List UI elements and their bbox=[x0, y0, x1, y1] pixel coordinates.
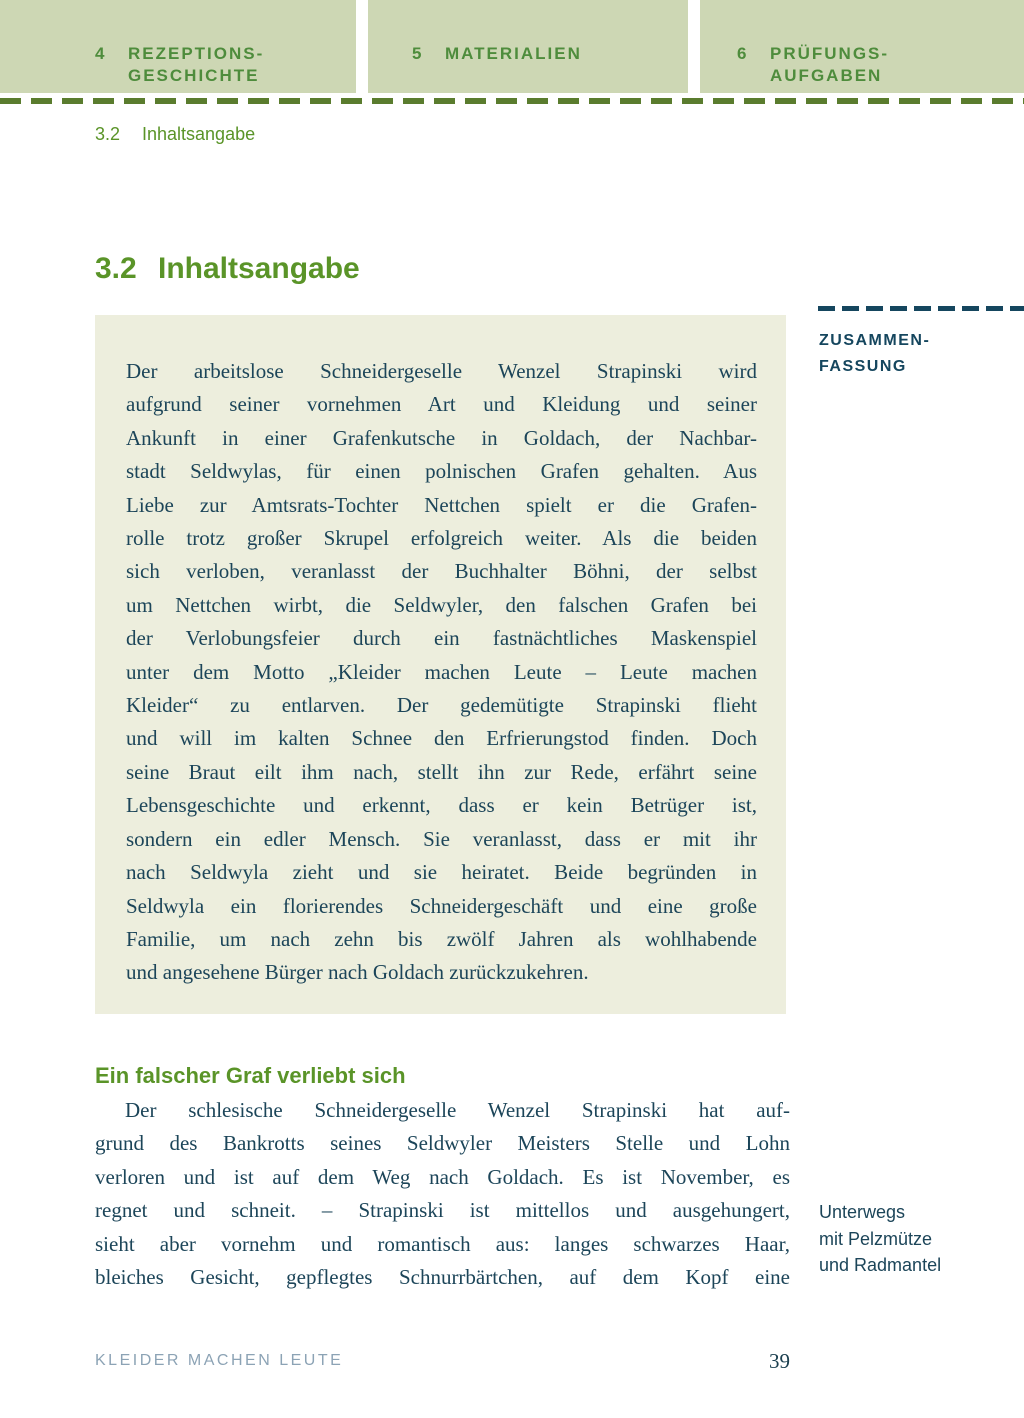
summary-line: und angesehene Bürger nach Goldach zurückzukehren. bbox=[126, 960, 589, 985]
summary-line: rolle trotz großer Skrupel erfolgreich weiter. Als die beiden bbox=[126, 526, 757, 551]
summary-line: Familie, um nach zehn bis zwölf Jahren als wohlhabende bbox=[126, 926, 757, 951]
body-line: verloren und ist auf dem Weg nach Goldach. Es ist November, es bbox=[95, 1164, 790, 1189]
header-tab-pruefungsaufgaben bbox=[700, 0, 1024, 93]
summary-line: sich verloben, veranlasst der Buchhalter Böhni, der selbst bbox=[126, 559, 757, 584]
summary-line: Ankunft in einer Grafenkutsche in Goldach, der Nachbar- bbox=[126, 425, 757, 450]
summary-box bbox=[95, 315, 786, 1014]
margin-note-line: und Radmantel bbox=[819, 1255, 942, 1275]
summary-line: stadt Seldwylas, für einen polnischen Grafen gehalten. Aus bbox=[126, 459, 757, 484]
body-line: Der schlesische Schneidergeselle Wenzel Strapinski hat auf- bbox=[125, 1098, 790, 1122]
summary-line: um Nettchen wirbt, die Seldwyler, den falschen Grafen bei bbox=[126, 592, 757, 617]
margin-note bbox=[819, 1199, 941, 1279]
summary-line: seine Braut eilt ihm nach, stellt ihn zur Rede, erfährt seine bbox=[126, 759, 757, 784]
summary-line: Kleider“ zu entlarven. Der gedemütigte Strapinski flieht bbox=[126, 693, 757, 718]
summary-line: Lebensgeschichte und erkennt, dass er kein Betrüger ist, bbox=[126, 793, 757, 818]
page-title bbox=[95, 250, 360, 288]
summary-line: Der arbeitslose Schneidergeselle Wenzel Strapinski wird bbox=[126, 359, 757, 383]
section-number: 3.2 bbox=[95, 252, 137, 285]
tab-label-line: PRÜFUNGS- bbox=[770, 44, 890, 63]
tab-label-line: GESCHICHTE bbox=[128, 66, 260, 85]
tab-label-line: AUFGABEN bbox=[770, 66, 883, 85]
body-paragraph bbox=[95, 1094, 790, 1294]
summary-line: und will im kalten Schnee den Erfrierungstod finden. Doch bbox=[126, 726, 757, 751]
summary-line: unter dem Motto „Kleider machen Leute – Leute machen bbox=[126, 659, 757, 684]
tab-label bbox=[770, 43, 889, 87]
subsection-heading: Ein falscher Graf verliebt sich bbox=[95, 1063, 406, 1088]
tab-label-line: MATERIALIEN bbox=[445, 44, 582, 63]
margin-label-line: FASSUNG bbox=[819, 358, 907, 375]
breadcrumb-number: 3.2 bbox=[95, 124, 121, 144]
header-tab-materialien bbox=[368, 0, 688, 93]
margin-dashed-rule bbox=[818, 306, 1024, 311]
footer-book-title: KLEIDER MACHEN LEUTE bbox=[95, 1352, 344, 1369]
tab-label bbox=[445, 43, 582, 65]
margin-label-line: ZUSAMMEN- bbox=[819, 332, 931, 349]
summary-line: der Verlobungsfeier durch ein fastnächtliches Maskenspiel bbox=[126, 626, 757, 651]
summary-line: aufgrund seiner vornehmen Art und Kleidung und seiner bbox=[126, 392, 757, 417]
margin-label-zusammenfassung bbox=[819, 328, 930, 380]
breadcrumb-label: Inhaltsangabe bbox=[142, 124, 256, 144]
summary-line: Liebe zur Amtsrats-Tochter Nettchen spielt er die Grafen- bbox=[126, 492, 757, 517]
tab-number: 5 bbox=[412, 44, 424, 63]
header-tab-rezeptionsgeschichte bbox=[0, 0, 356, 93]
body-line: regnet und schneit. – Strapinski ist mittellos und ausgehungert, bbox=[95, 1198, 790, 1223]
body-line: sieht aber vornehm und romantisch aus: langes schwarzes Haar, bbox=[95, 1231, 790, 1256]
margin-note-line: mit Pelzmütze bbox=[819, 1228, 933, 1249]
page-number: 39 bbox=[769, 1349, 790, 1373]
breadcrumb bbox=[95, 122, 255, 146]
tab-number: 6 bbox=[737, 44, 749, 63]
summary-text bbox=[126, 355, 757, 990]
body-line: bleiches Gesicht, gepflegtes Schnurrbärtchen, auf dem Kopf eine bbox=[95, 1265, 790, 1290]
summary-line: sondern ein edler Mensch. Sie veranlasst, dass er mit ihr bbox=[126, 826, 757, 851]
summary-line: Seldwyla ein florierendes Schneidergeschäft und eine große bbox=[126, 893, 757, 918]
margin-note-line: Unterwegs bbox=[819, 1202, 906, 1222]
section-title-label: Inhaltsangabe bbox=[158, 252, 360, 285]
tab-label bbox=[128, 43, 264, 87]
tab-label-line: REZEPTIONS- bbox=[128, 44, 265, 63]
header-dashed-rule bbox=[0, 98, 1024, 104]
body-line: grund des Bankrotts seines Seldwyler Meisters Stelle und Lohn bbox=[95, 1131, 790, 1156]
tab-number: 4 bbox=[95, 44, 107, 63]
summary-line: nach Seldwyla zieht und sie heiratet. Beide begründen in bbox=[126, 860, 757, 885]
